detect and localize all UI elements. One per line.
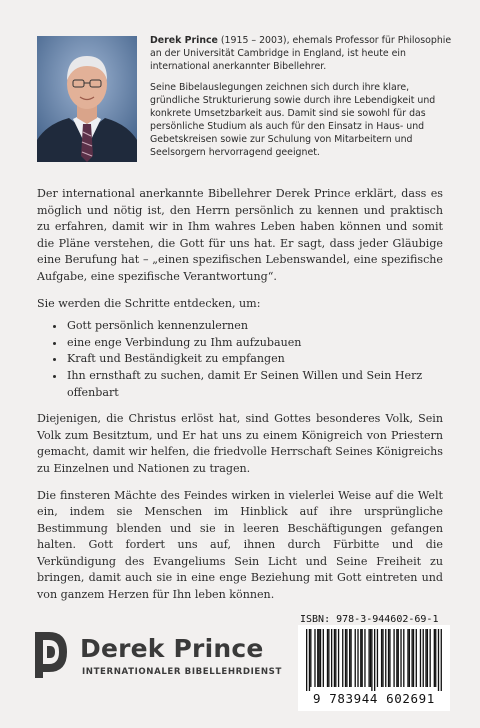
author-bio-intro <box>150 34 455 73</box>
brand-subtitle: INTERNATIONALER BIBELLEHRDIENST <box>82 667 282 677</box>
paragraph-darkness: Die finsteren Mächte des Feindes wirken in vielerlei Weise auf die Welt ein, indem sie Menschen im Hinblick auf ihre ursprüngliche Bestimmung blenden und sie in leeren Beschäftigungen gefangen halten. Gott fordert uns auf, ihnen durch Fürbitte und die Verkündigung des Evangeliums Sein Licht und Seine Freiheit zu bringen, damit auch sie in eine enge Beziehung mit Gott eintreten und von ganzem Herzen für Ihn leben können. <box>37 488 443 602</box>
isbn-label: ISBN: 978-3-944602-69-1 <box>300 614 439 625</box>
derek-prince-logo-icon <box>33 630 69 680</box>
list-item: • Gott persönlich kennenzulernen <box>65 318 443 335</box>
barcode <box>298 625 450 711</box>
author-bio <box>150 34 455 167</box>
author-portrait <box>37 36 137 162</box>
author-bio-description: Seine Bibelauslegungen zeichnen sich durch ihre klare, gründliche Strukturierung sowie durch ihre Lebendigkeit und konkrete Umsetzbarkeit aus. Damit sind sie sowohl für das persönliche Studium als auch für den Einsatz in Haus- und Gebetskreisen sowie zur Schulung von Mitarbeitern und Seelsorgern hervorragend geeignet. <box>150 82 436 158</box>
list-intro: Sie werden die Schritte entdecken, um: <box>37 296 261 310</box>
author-name: Derek Prince <box>150 35 218 46</box>
list-item: • eine enge Verbindung zu Ihm aufzubauen <box>65 335 443 352</box>
barcode-icon <box>306 629 442 691</box>
portrait-illustration <box>37 36 137 162</box>
list-item: • Ihn ernsthaft zu suchen, damit Er Seinen Willen und Sein Herz offenbart <box>65 368 443 401</box>
brand-name: Derek Prince <box>80 634 264 663</box>
paragraph-kingdom: Diejenigen, die Christus erlöst hat, sind Gottes besonderes Volk, Sein Volk zum Besitztum, und Er hat uns zu einem Königreich von Priestern gemacht, damit wir helfen, die friedvolle Herrschaft Seines Königreichs zu Einzelnen und Nationen zu tragen. <box>37 412 443 475</box>
list-item: • Kraft und Beständigkeit zu empfangen <box>65 351 443 368</box>
intro-paragraph: Der international anerkannte Bibellehrer Derek Prince erklärt, dass es möglich und nötig ist, den Herrn persönlich zu kennen und praktisch zu erfahren, damit wir in Ihm wahres Leben haben können und somit die Pläne verstehen, die Gott für uns hat. Er sagt, dass jeder Gläubige eine Berufung hat – „einen spezifischen Lebenswandel, eine spezifische Aufgabe, eine spezifische Verantwortung“. <box>37 187 443 283</box>
book-description <box>37 186 443 614</box>
barcode-digits: 9 783944 602691 <box>313 691 435 706</box>
steps-list <box>37 318 443 401</box>
author-bio-intro-text: (1915 – 2003), ehemals Professor für Philosophie an der Universität Cambridge in England, ist heute ein international anerkannter Bibellehrer. <box>150 35 452 72</box>
